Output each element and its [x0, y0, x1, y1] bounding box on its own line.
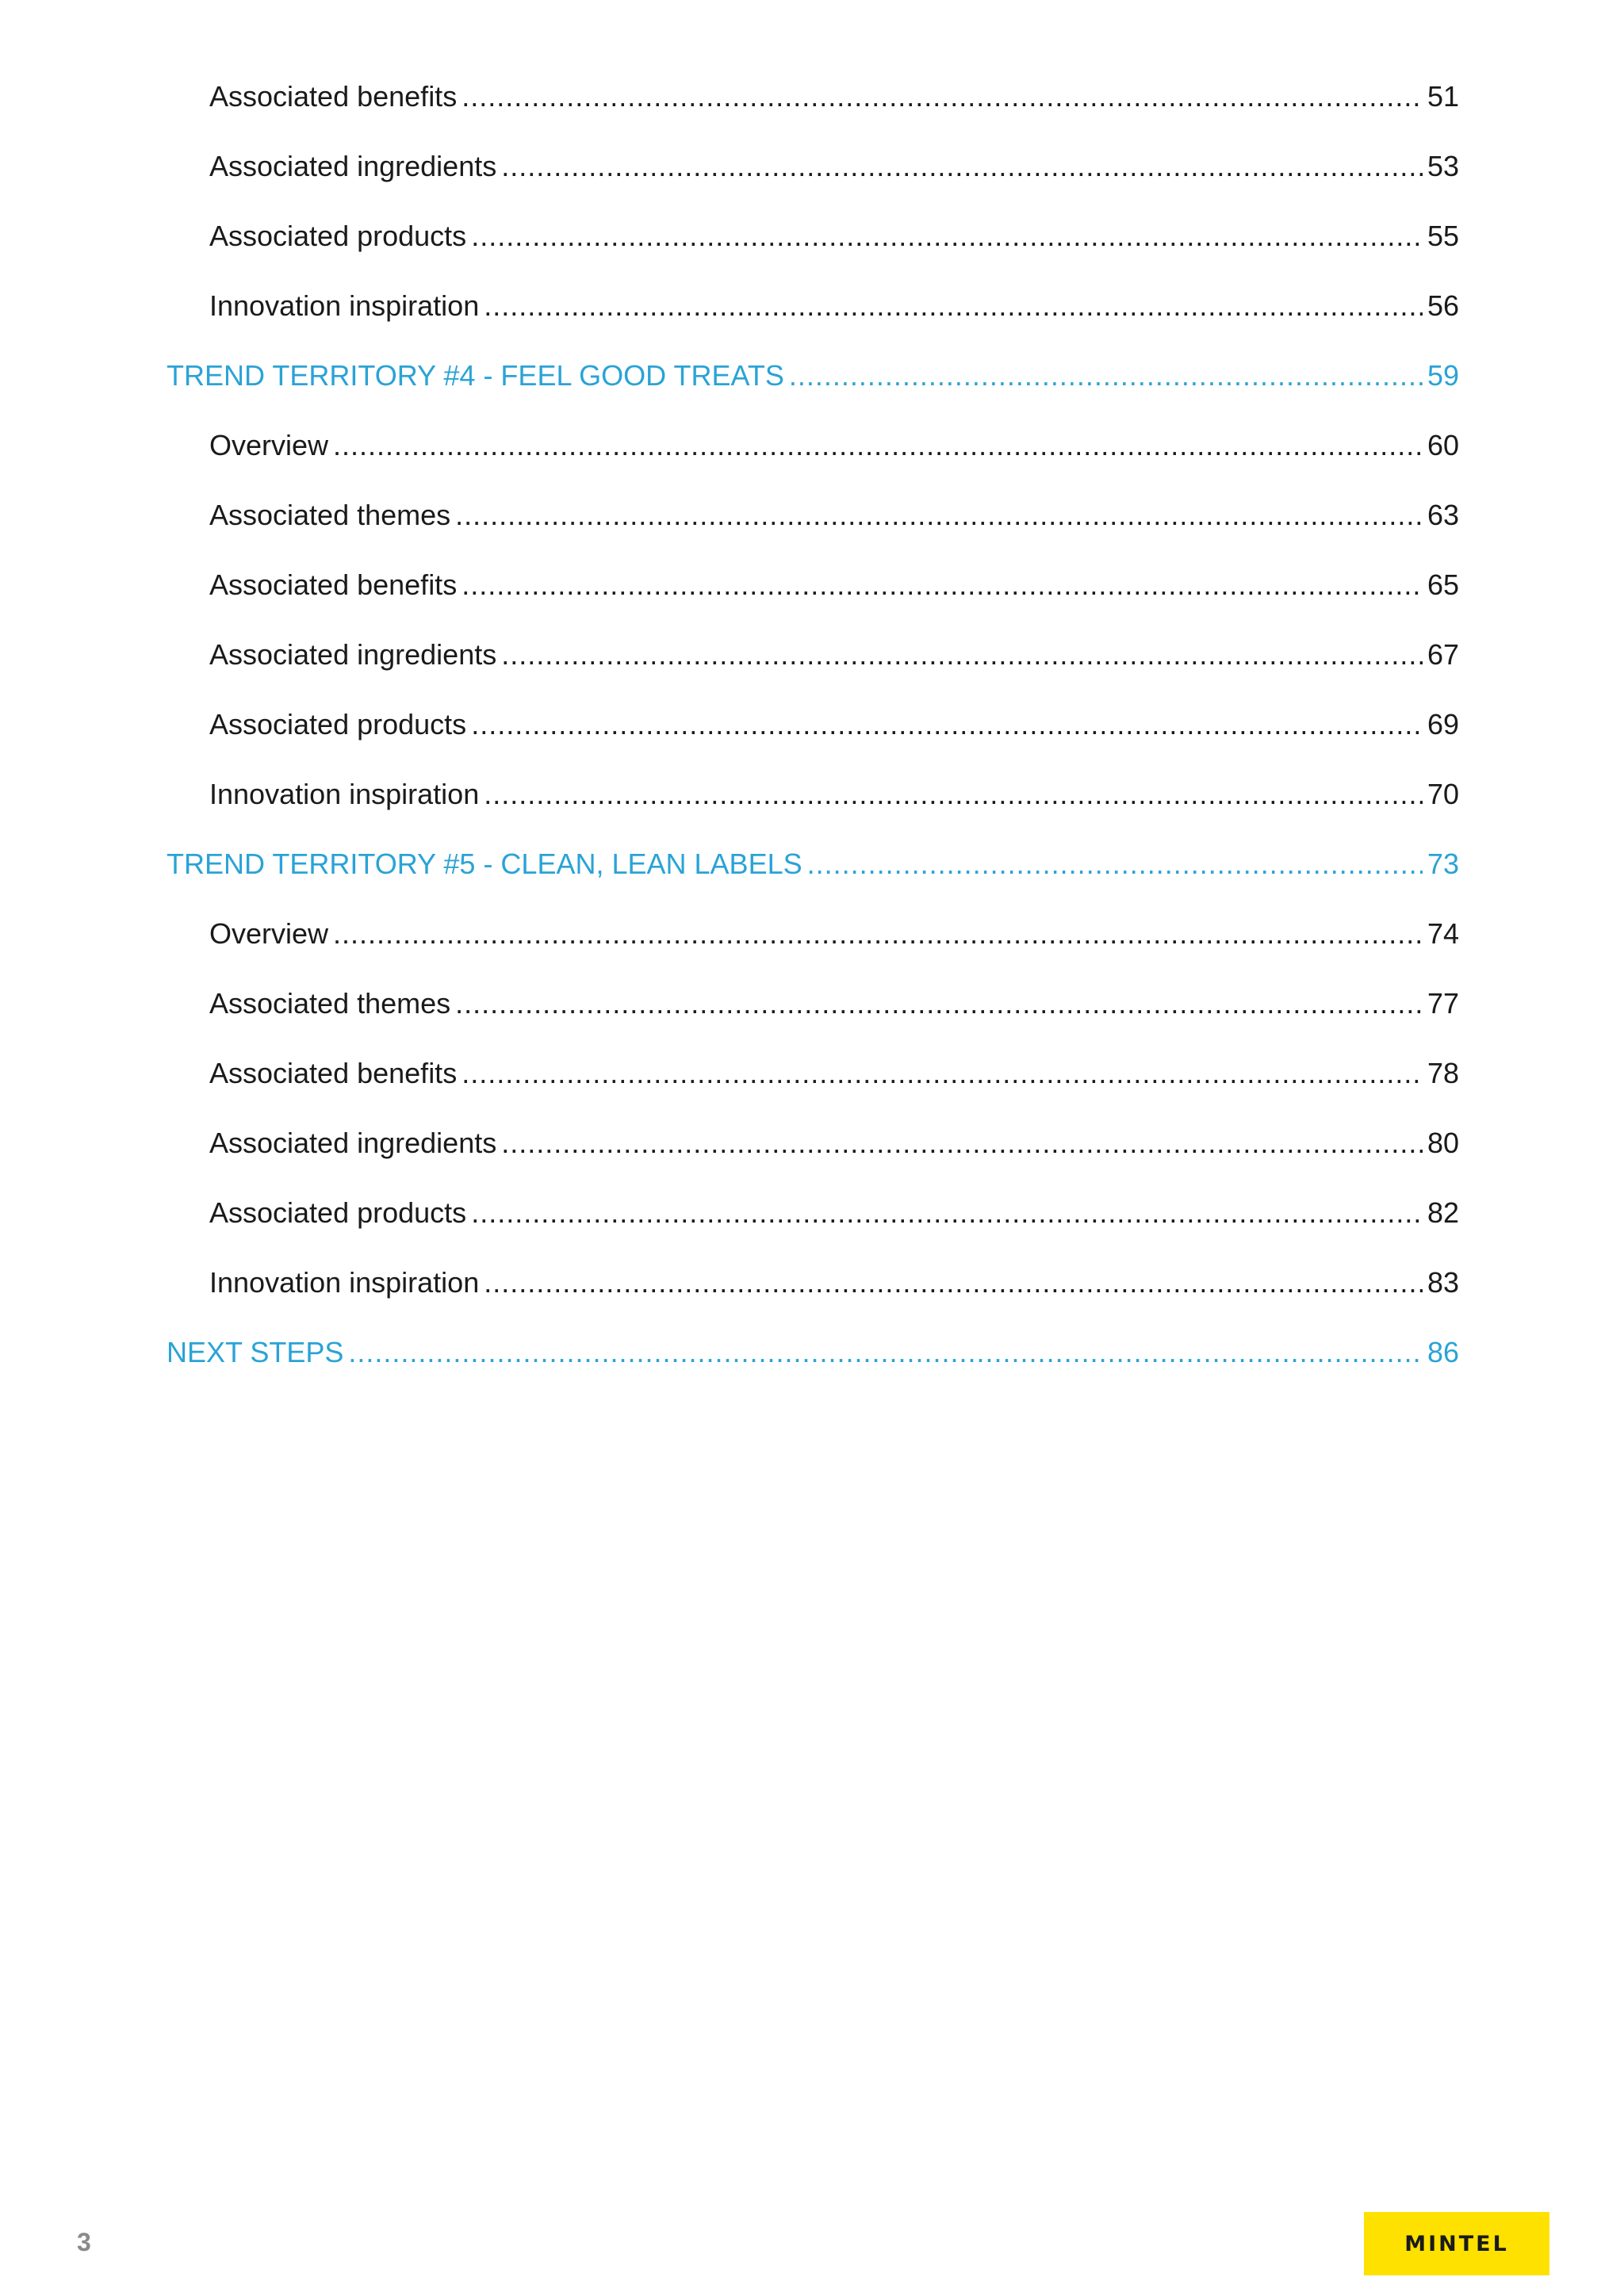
toc-dot-leader	[484, 1261, 1423, 1305]
toc-section-page: 73	[1427, 848, 1459, 880]
toc-entry-page: 67	[1427, 638, 1459, 671]
toc-entry-associated-themes[interactable]	[209, 982, 1459, 1026]
toc-dot-leader	[471, 214, 1423, 258]
toc-entry-label: Associated products	[209, 708, 467, 740]
toc-section-next-steps[interactable]	[167, 1330, 1459, 1375]
toc-entry-innovation-inspiration[interactable]	[209, 284, 1459, 328]
toc-entry-label: Associated themes	[209, 987, 451, 1020]
toc-entry-page: 65	[1427, 568, 1459, 601]
toc-entry-label: Associated products	[209, 220, 467, 252]
toc-entry-label: Innovation inspiration	[209, 289, 480, 322]
toc-dot-leader	[462, 75, 1423, 119]
toc-entry-label: Associated products	[209, 1196, 467, 1229]
toc-entry-page: 83	[1427, 1266, 1459, 1299]
toc-entry-page: 63	[1427, 499, 1459, 531]
toc-entry-innovation-inspiration[interactable]	[209, 1261, 1459, 1305]
toc-dot-leader	[501, 633, 1423, 677]
toc-entry-label: Innovation inspiration	[209, 778, 480, 810]
toc-entry-associated-ingredients[interactable]	[209, 633, 1459, 677]
toc-entry-label: Associated ingredients	[209, 1127, 497, 1159]
toc-entry-page: 56	[1427, 289, 1459, 322]
toc-section-page: 59	[1427, 359, 1459, 392]
toc-dot-leader	[501, 144, 1423, 189]
toc-entry-page: 60	[1427, 429, 1459, 461]
toc-entry-page: 51	[1427, 80, 1459, 113]
toc-entry-label: Associated ingredients	[209, 638, 497, 671]
mintel-logo	[1364, 2212, 1549, 2275]
toc-entry-label: Associated themes	[209, 499, 451, 531]
page-number: 3	[77, 2228, 91, 2256]
toc-entry-label: Innovation inspiration	[209, 1266, 480, 1299]
toc-entry-page: 77	[1427, 987, 1459, 1020]
toc-entry-page: 80	[1427, 1127, 1459, 1159]
toc-entry-associated-benefits[interactable]	[209, 75, 1459, 119]
toc-entry-page: 53	[1427, 150, 1459, 182]
toc-entry-label: Associated ingredients	[209, 150, 497, 182]
toc-entry-label: Associated benefits	[209, 1057, 458, 1089]
toc-dot-leader	[333, 423, 1423, 468]
toc-entry-associated-ingredients[interactable]	[209, 144, 1459, 189]
toc-entry-associated-ingredients[interactable]	[209, 1121, 1459, 1165]
toc-dot-leader	[789, 354, 1423, 398]
toc-entry-page: 69	[1427, 708, 1459, 740]
toc-section-trend-territory-5[interactable]	[167, 842, 1459, 886]
toc-dot-leader	[471, 1191, 1423, 1235]
toc-entry-innovation-inspiration[interactable]	[209, 772, 1459, 817]
toc-dot-leader	[455, 493, 1423, 538]
toc-entry-associated-products[interactable]	[209, 1191, 1459, 1235]
toc-entry-associated-benefits[interactable]	[209, 1051, 1459, 1096]
logo-text: MINTEL	[1404, 2231, 1509, 2256]
toc-dot-leader	[501, 1121, 1423, 1165]
toc-dot-leader	[333, 912, 1423, 956]
toc-entry-label: Associated benefits	[209, 568, 458, 601]
toc-section-page: 86	[1427, 1336, 1459, 1368]
toc-dot-leader	[348, 1330, 1423, 1375]
toc-section-label: TREND TERRITORY #5 - CLEAN, LEAN LABELS	[167, 848, 802, 880]
toc-entry-overview[interactable]	[209, 423, 1459, 468]
toc-entry-label: Overview	[209, 429, 329, 461]
toc-dot-leader	[462, 563, 1423, 607]
toc-entry-page: 78	[1427, 1057, 1459, 1089]
toc-entry-page: 70	[1427, 778, 1459, 810]
toc-dot-leader	[807, 842, 1423, 886]
toc-dot-leader	[484, 284, 1423, 328]
toc-dot-leader	[471, 702, 1423, 747]
toc-entry-overview[interactable]	[209, 912, 1459, 956]
toc-entry-associated-themes[interactable]	[209, 493, 1459, 538]
toc-dot-leader	[455, 982, 1423, 1026]
toc-entry-page: 82	[1427, 1196, 1459, 1229]
toc-dot-leader	[462, 1051, 1423, 1096]
toc-entry-page: 74	[1427, 917, 1459, 950]
toc-entry-label: Associated benefits	[209, 80, 458, 113]
toc-dot-leader	[484, 772, 1423, 817]
toc-section-trend-territory-4[interactable]	[167, 354, 1459, 398]
toc-entry-associated-products[interactable]	[209, 214, 1459, 258]
toc-section-label: NEXT STEPS	[167, 1336, 344, 1368]
toc-entry-associated-benefits[interactable]	[209, 563, 1459, 607]
toc-entry-associated-products[interactable]	[209, 702, 1459, 747]
toc-entry-label: Overview	[209, 917, 329, 950]
toc-section-label: TREND TERRITORY #4 - FEEL GOOD TREATS	[167, 359, 784, 392]
toc-entry-page: 55	[1427, 220, 1459, 252]
